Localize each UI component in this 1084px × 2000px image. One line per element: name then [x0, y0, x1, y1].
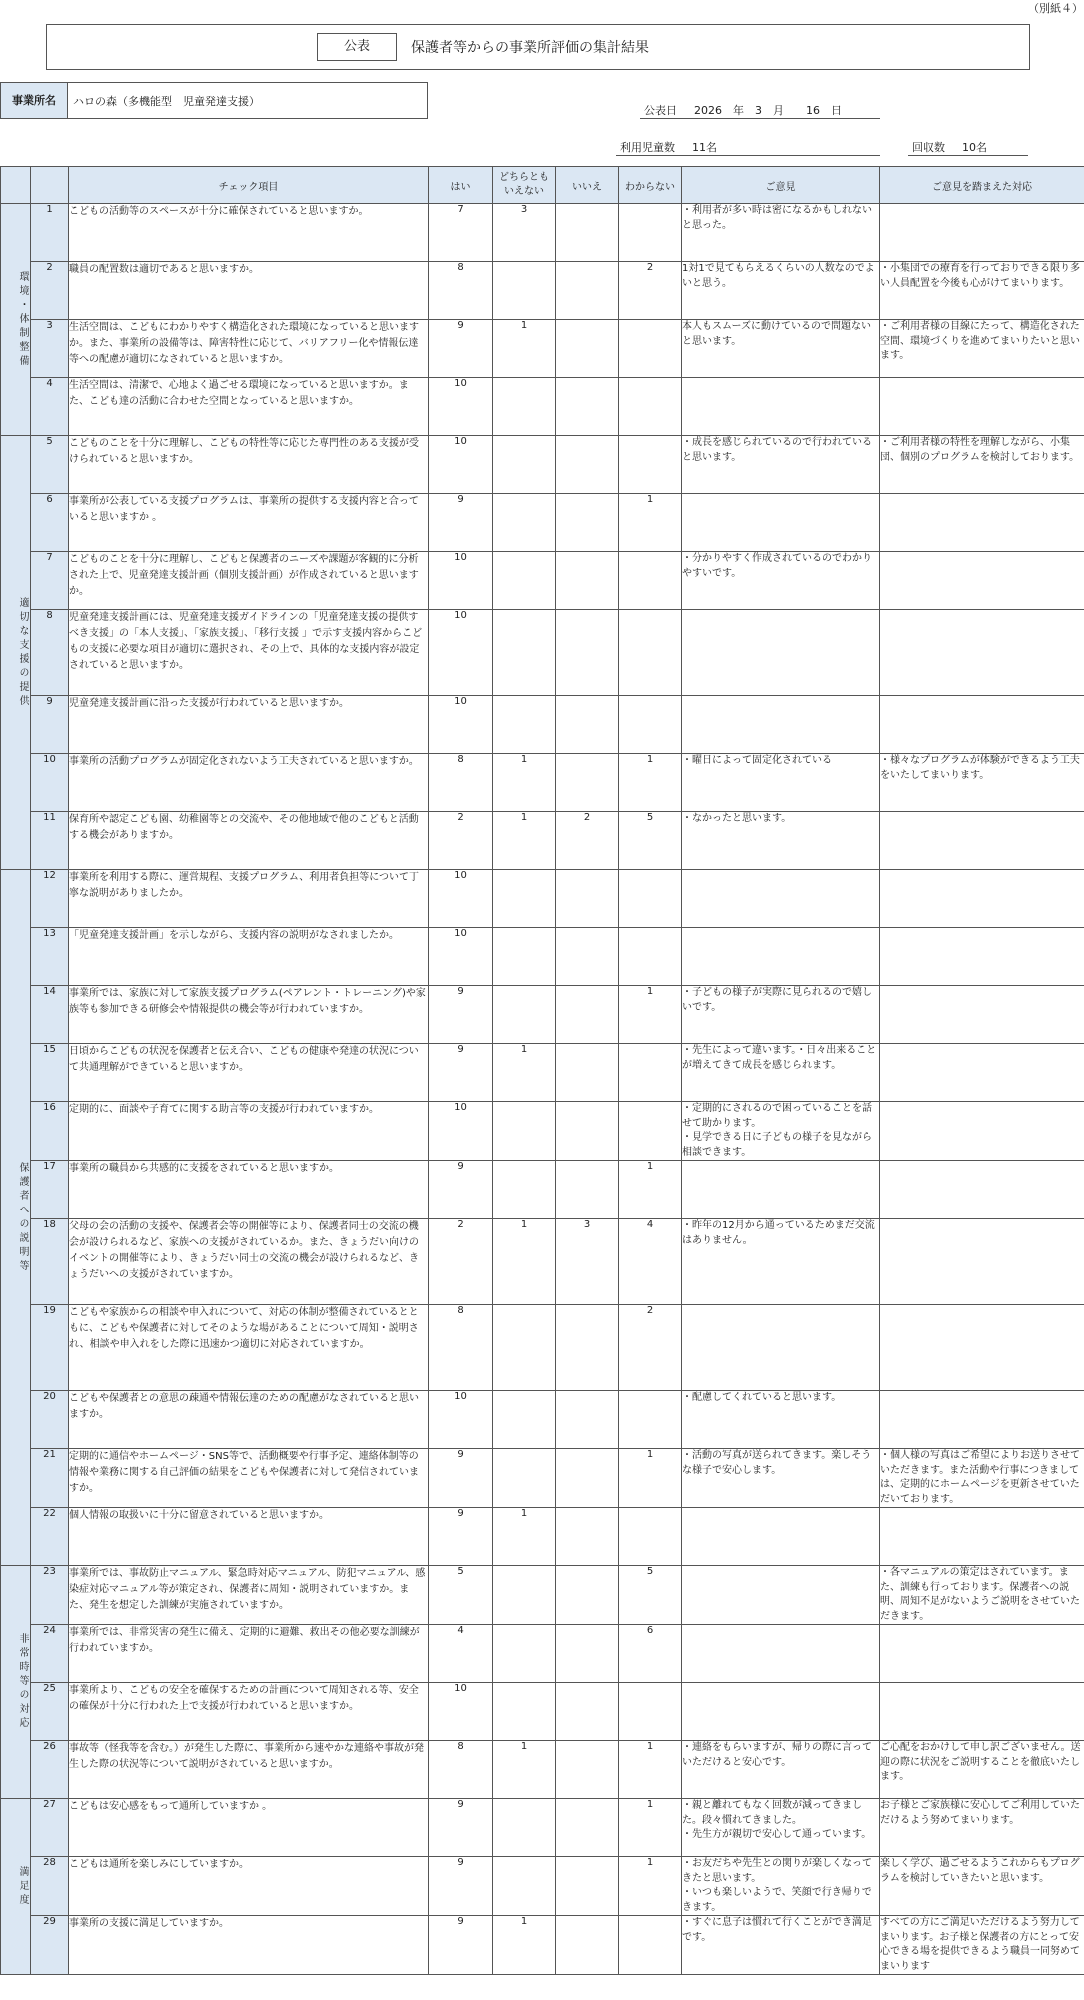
count-no	[556, 494, 619, 552]
check-item: 事故等（怪我等を含む。）が発生した際に、事業所から速やかな連絡や事故が発生した際の状況等について説明がされていると思いますか。	[69, 1741, 429, 1799]
count-neither	[493, 1449, 556, 1508]
table-row	[1, 494, 1084, 552]
check-item: こどもや家族からの相談や申入れについて、対応の体制が整備されているとともに、こどもや保護者に対してそのような場があることについて周知・説明され、相談や申入れをした際に迅速かつ適切に対応されていますか。	[69, 1305, 429, 1391]
opinion-text: ・定期的にされるので困っていることを話せて助かります。 ・見学できる日に子どもの様子を見ながら相談できます。	[682, 1102, 880, 1161]
count-unknown	[619, 204, 682, 262]
check-item: 保育所や認定こども園、幼稚園等との交流や、その他地域で他のこどもと活動する機会がありますか。	[69, 812, 429, 870]
count-neither	[493, 1566, 556, 1625]
opinion-text	[682, 928, 880, 986]
response-text	[880, 1683, 1084, 1741]
row-number: 18	[31, 1219, 69, 1305]
header-yes: はい	[429, 167, 493, 204]
count-no	[556, 610, 619, 696]
response-text: 楽しく学び、過ごせるようこれからもプログラムを検討していきたいと思います。	[880, 1857, 1084, 1916]
category-label: 非常時等の対応	[1, 1566, 31, 1799]
count-unknown	[619, 870, 682, 928]
count-unknown	[619, 1508, 682, 1566]
check-item: こどもは通所を楽しみにしていますか。	[69, 1857, 429, 1916]
count-no	[556, 870, 619, 928]
count-yes: 10	[429, 552, 493, 610]
count-neither	[493, 1799, 556, 1857]
count-no	[556, 1625, 619, 1683]
count-unknown	[619, 320, 682, 378]
count-unknown: 1	[619, 986, 682, 1044]
count-yes: 8	[429, 1305, 493, 1391]
opinion-text	[682, 870, 880, 928]
opinion-text: ・分かりやすく作成されているのでわかりやすいです。	[682, 552, 880, 610]
check-item: 父母の会の活動の支援や、保護者会等の開催等により、保護者同士の交流の機会が設けられるなど、家族への支援がされているか。また、きょうだい向けのイベントの開催等により、きょうだい同士の交流の機会が設けられるなど、きょうだいへの支援がされていますか。	[69, 1219, 429, 1305]
table-row	[1, 1044, 1084, 1102]
check-item: こどもの活動等のスペースが十分に確保されていると思いますか。	[69, 204, 429, 262]
opinion-text: ・配慮してくれていると思います。	[682, 1391, 880, 1449]
table-row	[1, 1305, 1084, 1391]
response-text	[880, 378, 1084, 436]
response-text	[880, 986, 1084, 1044]
count-yes: 9	[429, 1857, 493, 1916]
row-number: 5	[31, 436, 69, 494]
count-no	[556, 1916, 619, 1975]
count-yes: 9	[429, 1449, 493, 1508]
table-row	[1, 1102, 1084, 1161]
count-unknown	[619, 1391, 682, 1449]
users-value: 11名	[692, 141, 717, 154]
count-no	[556, 262, 619, 320]
table-row	[1, 1799, 1084, 1857]
count-unknown: 5	[619, 1566, 682, 1625]
opinion-text: ・子どもの様子が実際に見られるので嬉しいです。	[682, 986, 880, 1044]
count-neither	[493, 1161, 556, 1219]
response-text: ・ご利用者様の特性を理解しながら、小集団、個別のプログラムを検討しております。	[880, 436, 1084, 494]
opinion-text	[682, 1305, 880, 1391]
count-no: 3	[556, 1219, 619, 1305]
opinion-text: ・昨年の12月から通っているためまだ交流はありません。	[682, 1219, 880, 1305]
check-item: 職員の配置数は適切であると思いますか。	[69, 262, 429, 320]
count-neither	[493, 1683, 556, 1741]
check-item: 児童発達支援計画には、児童発達支援ガイドラインの「児童発達支援の提供すべき支援」の「本人支援」、「家族支援」、「移行支援 」で示す支援内容からこどもの支援に必要な項目が適切に選択され、その上で、具体的な支援内容が設定されていると思いますか。	[69, 610, 429, 696]
count-neither	[493, 436, 556, 494]
response-text	[880, 1508, 1084, 1566]
row-number: 21	[31, 1449, 69, 1508]
count-unknown: 1	[619, 1161, 682, 1219]
category-label: 満足度	[1, 1799, 31, 1975]
count-unknown: 2	[619, 262, 682, 320]
opinion-text: ・すぐに息子は慣れて行くことができ満足です。	[682, 1916, 880, 1975]
header-blank-cat	[1, 167, 31, 204]
check-item: こどもは安心感をもって通所していますか 。	[69, 1799, 429, 1857]
count-no	[556, 696, 619, 754]
count-no	[556, 320, 619, 378]
count-unknown	[619, 552, 682, 610]
row-number: 6	[31, 494, 69, 552]
row-number: 24	[31, 1625, 69, 1683]
count-no	[556, 436, 619, 494]
count-yes: 10	[429, 696, 493, 754]
count-no	[556, 552, 619, 610]
row-number: 20	[31, 1391, 69, 1449]
response-text	[880, 870, 1084, 928]
count-unknown	[619, 610, 682, 696]
opinion-text: 1対1で見てもらえるくらいの人数なのでよいと思う。	[682, 262, 880, 320]
response-text: お子様とご家族様に安心してご利用していただけるよう努めてまいります。	[880, 1799, 1084, 1857]
table-row	[1, 610, 1084, 696]
count-neither: 1	[493, 1044, 556, 1102]
category-label: 適切な支援の提供	[1, 436, 31, 870]
office-name: ハロの森（多機能型 児童発達支援）	[67, 82, 428, 119]
count-unknown	[619, 928, 682, 986]
count-neither	[493, 494, 556, 552]
annex-label: （別紙４）	[1028, 2, 1083, 15]
count-unknown: 5	[619, 812, 682, 870]
response-text	[880, 1044, 1084, 1102]
row-number: 2	[31, 262, 69, 320]
count-neither: 1	[493, 754, 556, 812]
opinion-text	[682, 1508, 880, 1566]
table-row	[1, 1219, 1084, 1305]
row-number: 9	[31, 696, 69, 754]
response-text	[880, 494, 1084, 552]
table-row	[1, 928, 1084, 986]
response-text: ・ご利用者様の目線にたって、構造化された空間、環境づくりを進めてまいりたいと思います。	[880, 320, 1084, 378]
table-row	[1, 1625, 1084, 1683]
count-yes: 9	[429, 1916, 493, 1975]
header-unknown: わからない	[619, 167, 682, 204]
row-number: 29	[31, 1916, 69, 1975]
row-number: 4	[31, 378, 69, 436]
count-unknown	[619, 1916, 682, 1975]
check-item: こどものことを十分に理解し、こどもと保護者のニーズや課題が客観的に分析された上で、児童発達支援計画（個別支援計画）が作成されていると思いますか。	[69, 552, 429, 610]
count-no	[556, 204, 619, 262]
check-item: 定期的に、面談や子育てに関する助言等の支援が行われていますか。	[69, 1102, 429, 1161]
count-neither	[493, 552, 556, 610]
count-yes: 2	[429, 1219, 493, 1305]
title-box	[46, 24, 1030, 70]
header-no: いいえ	[556, 167, 619, 204]
count-unknown	[619, 1102, 682, 1161]
collected-value: 10名	[962, 141, 987, 154]
table-row	[1, 870, 1084, 928]
table-row	[1, 1566, 1084, 1625]
response-text	[880, 204, 1084, 262]
table-row	[1, 696, 1084, 754]
category-label: 保護者への説明等	[1, 870, 31, 1566]
opinion-text: ・連絡をもらいますが、帰りの際に言っていただけると安心です。	[682, 1741, 880, 1799]
table-row	[1, 1161, 1084, 1219]
count-unknown: 1	[619, 1857, 682, 1916]
count-no	[556, 1044, 619, 1102]
count-yes: 10	[429, 610, 493, 696]
count-neither	[493, 1857, 556, 1916]
count-no	[556, 1449, 619, 1508]
response-text	[880, 1625, 1084, 1683]
opinion-text	[682, 696, 880, 754]
header-opinion: ご意見	[682, 167, 880, 204]
row-number: 11	[31, 812, 69, 870]
response-text	[880, 812, 1084, 870]
row-number: 1	[31, 204, 69, 262]
opinion-text: 本人もスムーズに動けているので問題ないと思います。	[682, 320, 880, 378]
count-yes: 9	[429, 320, 493, 378]
count-yes: 5	[429, 1566, 493, 1625]
table-row	[1, 204, 1084, 262]
header-neither: どちらとも いえない	[493, 167, 556, 204]
count-no	[556, 1508, 619, 1566]
count-unknown	[619, 378, 682, 436]
count-neither: 3	[493, 204, 556, 262]
opinion-text	[682, 1625, 880, 1683]
count-yes: 9	[429, 494, 493, 552]
count-unknown: 1	[619, 754, 682, 812]
count-unknown: 1	[619, 1799, 682, 1857]
row-number: 12	[31, 870, 69, 928]
count-yes: 9	[429, 1508, 493, 1566]
row-number: 22	[31, 1508, 69, 1566]
opinion-text: ・お友だちや先生との関りが楽しくなってきたと思います。 ・いつも楽しいようで、笑顔で行き帰りできます。	[682, 1857, 880, 1916]
row-number: 17	[31, 1161, 69, 1219]
response-text	[880, 696, 1084, 754]
header-blank-num	[31, 167, 69, 204]
count-yes: 10	[429, 1391, 493, 1449]
check-item: 事業所の活動プログラムが固定化されないよう工夫されていると思いますか。	[69, 754, 429, 812]
table-row	[1, 1683, 1084, 1741]
count-yes: 8	[429, 754, 493, 812]
evaluation-table	[0, 166, 1084, 1975]
table-row	[1, 320, 1084, 378]
count-neither: 1	[493, 320, 556, 378]
count-neither: 1	[493, 1741, 556, 1799]
count-yes: 9	[429, 986, 493, 1044]
response-text: ・各マニュアルの策定はされています。また、訓練も行っております。保護者への説明、周知不足がないようご説明をさせていただきます。	[880, 1566, 1084, 1625]
table-row	[1, 1916, 1084, 1975]
table-header-row	[1, 167, 1084, 204]
check-item: 「児童発達支援計画」を示しながら、支援内容の説明がなされましたか。	[69, 928, 429, 986]
count-no	[556, 1305, 619, 1391]
publish-date-value: 2026 年 3 月 16 日	[694, 104, 842, 117]
count-yes: 10	[429, 870, 493, 928]
count-yes: 10	[429, 1102, 493, 1161]
count-yes: 10	[429, 378, 493, 436]
row-number: 7	[31, 552, 69, 610]
count-unknown: 4	[619, 1219, 682, 1305]
count-yes: 9	[429, 1799, 493, 1857]
count-neither	[493, 1391, 556, 1449]
check-item: 事業所が公表している支援プログラムは、事業所の提供する支援内容と合っていると思いますか 。	[69, 494, 429, 552]
collected-label: 回収数	[912, 141, 945, 154]
opinion-text: ・活動の写真が送られてきます。楽しそうな様子で安心します。	[682, 1449, 880, 1508]
count-yes: 7	[429, 204, 493, 262]
count-neither: 1	[493, 1916, 556, 1975]
page-title: 保護者等からの事業所評価の集計結果	[411, 40, 649, 56]
count-yes: 8	[429, 1741, 493, 1799]
count-no	[556, 754, 619, 812]
response-text: ・小集団での療育を行っておりできる限り多い人員配置を今後も心がけてまいります。	[880, 262, 1084, 320]
response-text	[880, 1391, 1084, 1449]
header-item: チェック項目	[69, 167, 429, 204]
check-item: 生活空間は、こどもにわかりやすく構造化された環境になっていると思いますか。また、事業所の設備等は、障害特性に応じて、バリアフリー化や情報伝達等への配慮が適切になされていると思いますか。	[69, 320, 429, 378]
row-number: 23	[31, 1566, 69, 1625]
table-row	[1, 552, 1084, 610]
row-number: 15	[31, 1044, 69, 1102]
row-number: 14	[31, 986, 69, 1044]
count-unknown: 2	[619, 1305, 682, 1391]
opinion-text	[682, 378, 880, 436]
row-number: 13	[31, 928, 69, 986]
count-unknown	[619, 1683, 682, 1741]
check-item: こどもや保護者との意思の疎通や情報伝達のための配慮がなされていると思いますか。	[69, 1391, 429, 1449]
opinion-text	[682, 1683, 880, 1741]
table-row	[1, 812, 1084, 870]
opinion-text: ・親と離れてもなく回数が減ってきました。段々慣れてきました。 ・先生方が親切で安心して通っています。	[682, 1799, 880, 1857]
check-item: 事業所の支援に満足していますか。	[69, 1916, 429, 1975]
count-yes: 10	[429, 1683, 493, 1741]
row-number: 25	[31, 1683, 69, 1741]
row-number: 3	[31, 320, 69, 378]
row-number: 19	[31, 1305, 69, 1391]
response-text	[880, 610, 1084, 696]
count-yes: 9	[429, 1161, 493, 1219]
check-item: 事業所より、こどもの安全を確保するための計画について周知される等、安全の確保が十分に行われた上で支援が行われていると思いますか。	[69, 1683, 429, 1741]
row-number: 27	[31, 1799, 69, 1857]
table-row	[1, 1741, 1084, 1799]
count-yes: 10	[429, 436, 493, 494]
check-item: 事業所では、家族に対して家族支援プログラム(ペアレント・トレーニング)や家族等も参加できる研修会や情報提供の機会等が行われていますか。	[69, 986, 429, 1044]
count-yes: 8	[429, 262, 493, 320]
response-text	[880, 1161, 1084, 1219]
opinion-text: ・曜日によって固定化されている	[682, 754, 880, 812]
check-item: 児童発達支援計画に沿った支援が行われていると思いますか。	[69, 696, 429, 754]
count-neither	[493, 378, 556, 436]
response-text: ・個人様の写真はご希望によりお送りさせていただきます。また活動や行事につきましては、定期的にホームページを更新させていただいております。	[880, 1449, 1084, 1508]
opinion-text	[682, 1566, 880, 1625]
count-no	[556, 928, 619, 986]
count-neither	[493, 986, 556, 1044]
opinion-text: ・利用者が多い時は密になるかもしれないと思った。	[682, 204, 880, 262]
row-number: 10	[31, 754, 69, 812]
check-item: 事業所では、事故防止マニュアル、緊急時対応マニュアル、防犯マニュアル、感染症対応マニュアル等が策定され、保護者に周知・説明されていますか。また、発生を想定した訓練が実施されていますか。	[69, 1566, 429, 1625]
count-yes: 2	[429, 812, 493, 870]
response-text	[880, 1102, 1084, 1161]
check-item: 事業所では、非常災害の発生に備え、定期的に避難、救出その他必要な訓練が行われていますか。	[69, 1625, 429, 1683]
count-yes: 9	[429, 1044, 493, 1102]
count-no	[556, 986, 619, 1044]
count-no: 2	[556, 812, 619, 870]
row-number: 26	[31, 1741, 69, 1799]
category-label: 環境・体制整備	[1, 204, 31, 436]
response-text	[880, 1305, 1084, 1391]
table-row	[1, 986, 1084, 1044]
count-neither	[493, 870, 556, 928]
publish-date-label: 公表日	[644, 104, 677, 117]
count-unknown: 1	[619, 1449, 682, 1508]
opinion-text: ・成長を感じられているので行われていると思います。	[682, 436, 880, 494]
count-neither	[493, 696, 556, 754]
table-row	[1, 754, 1084, 812]
header-response: ご意見を踏まえた対応	[880, 167, 1084, 204]
count-neither: 1	[493, 1508, 556, 1566]
check-item: 個人情報の取扱いに十分に留意されていると思いますか。	[69, 1508, 429, 1566]
count-neither: 1	[493, 1219, 556, 1305]
opinion-text	[682, 610, 880, 696]
response-text	[880, 552, 1084, 610]
count-neither	[493, 1625, 556, 1683]
response-text: ・様々なプログラムが体験ができるよう工夫をいたしてまいります。	[880, 754, 1084, 812]
count-no	[556, 378, 619, 436]
row-number: 28	[31, 1857, 69, 1916]
count-unknown	[619, 696, 682, 754]
count-unknown: 1	[619, 494, 682, 552]
opinion-text	[682, 1161, 880, 1219]
users-label: 利用児童数	[620, 141, 675, 154]
count-neither	[493, 928, 556, 986]
response-text	[880, 1219, 1084, 1305]
public-badge: 公表	[317, 33, 397, 61]
table-row	[1, 378, 1084, 436]
table-row	[1, 1391, 1084, 1449]
count-no	[556, 1683, 619, 1741]
count-no	[556, 1857, 619, 1916]
opinion-text	[682, 494, 880, 552]
row-number: 8	[31, 610, 69, 696]
table-row	[1, 1857, 1084, 1916]
response-text	[880, 928, 1084, 986]
count-neither: 1	[493, 812, 556, 870]
table-row	[1, 1449, 1084, 1508]
response-text: ご心配をおかけして申し訳ございません。送迎の際に状況をご説明することを徹底いたします。	[880, 1741, 1084, 1799]
count-yes: 4	[429, 1625, 493, 1683]
count-neither	[493, 262, 556, 320]
count-neither	[493, 1102, 556, 1161]
count-no	[556, 1161, 619, 1219]
count-no	[556, 1741, 619, 1799]
opinion-text: ・なかったと思います。	[682, 812, 880, 870]
count-neither	[493, 610, 556, 696]
opinion-text: ・先生によって違います。・日々出来ることが増えてきて成長を感じられます。	[682, 1044, 880, 1102]
check-item: 事業所を利用する際に、運営規程、支援プログラム、利用者負担等について丁寧な説明がありましたか。	[69, 870, 429, 928]
count-yes: 10	[429, 928, 493, 986]
row-number: 16	[31, 1102, 69, 1161]
count-unknown	[619, 1044, 682, 1102]
office-label: 事業所名	[0, 82, 68, 119]
table-row	[1, 1508, 1084, 1566]
check-item: 生活空間は、清潔で、心地よく過ごせる環境になっていると思いますか。また、こども達の活動に合わせた空間となっていると思いますか。	[69, 378, 429, 436]
check-item: 事業所の職員から共感的に支援をされていると思いますか。	[69, 1161, 429, 1219]
count-neither	[493, 1305, 556, 1391]
check-item: 定期的に通信やホームページ・SNS等で、活動概要や行事予定、連絡体制等の情報や業務に関する自己評価の結果をこどもや保護者に対して発信されていますか。	[69, 1449, 429, 1508]
count-no	[556, 1102, 619, 1161]
count-no	[556, 1391, 619, 1449]
check-item: こどものことを十分に理解し、こどもの特性等に応じた専門性のある支援が受けられていると思いますか。	[69, 436, 429, 494]
table-row	[1, 436, 1084, 494]
count-no	[556, 1566, 619, 1625]
count-unknown: 6	[619, 1625, 682, 1683]
check-item: 日頃からこどもの状況を保護者と伝え合い、こどもの健康や発達の状況について共通理解ができていると思いますか。	[69, 1044, 429, 1102]
response-text: すべての方にご満足いただけるよう努力してまいります。お子様と保護者の方にとって安心できる場を提供できるよう職員一同努めてまいります	[880, 1916, 1084, 1975]
count-unknown: 1	[619, 1741, 682, 1799]
count-no	[556, 1799, 619, 1857]
table-row	[1, 262, 1084, 320]
count-unknown	[619, 436, 682, 494]
